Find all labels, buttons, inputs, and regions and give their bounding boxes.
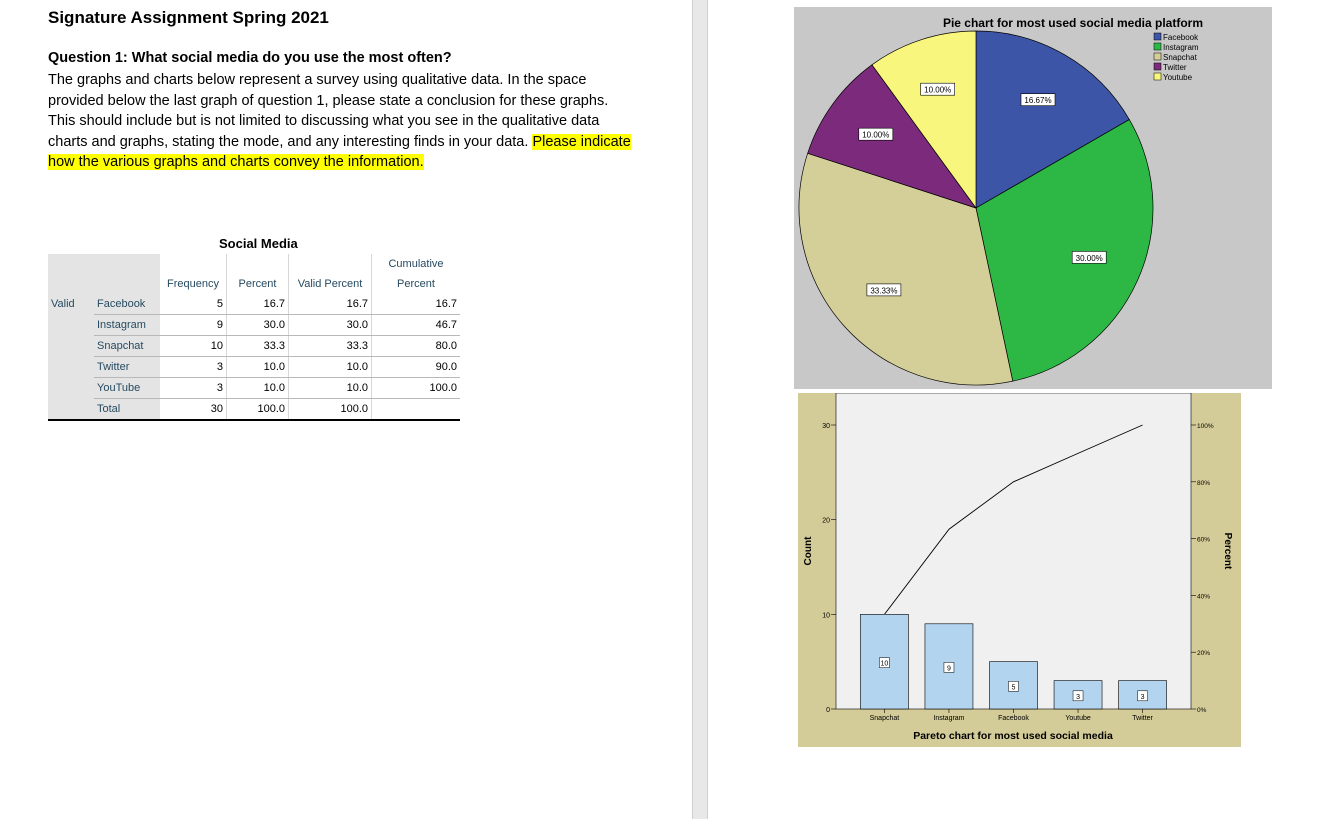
cell-valid-percent: 10.0 (289, 378, 372, 399)
row-label: Total (94, 399, 160, 421)
frequency-table-title: Social Media (219, 236, 298, 251)
legend-swatch-snapchat (1154, 53, 1161, 60)
row-label: YouTube (94, 378, 160, 399)
y2-tick-label: 40% (1197, 593, 1211, 601)
legend-swatch-youtube (1154, 73, 1161, 80)
table-row (48, 378, 460, 399)
legend-item-youtube: Youtube (1163, 73, 1193, 82)
legend-item-instagram: Instagram (1163, 43, 1199, 52)
header-percent: Percent (227, 274, 289, 294)
cell-valid-percent: 10.0 (289, 357, 372, 378)
question-body (48, 70, 638, 173)
pareto-y2-axis-label: Percent (1222, 532, 1233, 570)
row-label: Twitter (94, 357, 160, 378)
y-tick-label: 20 (822, 517, 830, 525)
cell-cumulative: 100.0 (372, 378, 461, 399)
legend-swatch-facebook (1154, 33, 1161, 40)
table-row-total (48, 399, 460, 421)
legend-swatch-twitter (1154, 63, 1161, 70)
cell-percent: 10.0 (227, 357, 289, 378)
bar-value-label: 10 (880, 660, 889, 668)
y2-tick-label: 80% (1197, 479, 1211, 487)
y-tick-label: 30 (822, 423, 830, 430)
row-label: Snapchat (94, 336, 160, 357)
y2-tick-label: 60% (1197, 536, 1211, 544)
y2-tick-label: 100% (1197, 423, 1214, 430)
pareto-y-axis-label: Count (803, 536, 814, 566)
cell-frequency: 5 (160, 294, 227, 315)
cell-percent: 33.3 (227, 336, 289, 357)
header-valid-percent: Valid Percent (289, 274, 372, 294)
y-tick-label: 10 (822, 612, 830, 620)
legend-swatch-instagram (1154, 43, 1161, 50)
legend-item-snapchat: Snapchat (1163, 53, 1197, 62)
bar-value-label: 9 (947, 665, 951, 673)
cell-frequency: 3 (160, 357, 227, 378)
header-cumulative-bottom: Percent (372, 274, 461, 294)
x-tick-label: Youtube (1065, 715, 1091, 722)
cell-cumulative: 80.0 (372, 336, 461, 357)
cell-frequency: 30 (160, 399, 227, 421)
row-label: Facebook (94, 294, 160, 315)
frequency-table (48, 254, 460, 421)
pie-chart-title: Pie chart for most used social media platform (942, 16, 1204, 30)
cell-percent: 10.0 (227, 378, 289, 399)
question-body-text: The graphs and charts below represent a survey using qualitative data. In the space provided below the last graph of question 1, please state a conclusion for these graphs. This should include but is not limited to discussing what you see in the qualitative data charts and graphs, stating the mode, and any interesting finds in your data. (48, 72, 609, 150)
legend-item-twitter: Twitter (1163, 63, 1187, 72)
legend-item-facebook: Facebook (1163, 33, 1199, 42)
x-tick-label: Twitter (1132, 715, 1153, 722)
pareto-chart-title: Pareto chart for most used social media (913, 730, 1113, 742)
cell-frequency: 9 (160, 315, 227, 336)
cell-frequency: 10 (160, 336, 227, 357)
header-cumulative-top: Cumulative (372, 254, 461, 274)
row-label: Instagram (94, 315, 160, 336)
x-tick-label: Facebook (998, 715, 1029, 722)
valid-label: Valid (48, 294, 94, 315)
cell-percent: 16.7 (227, 294, 289, 315)
table-row (48, 315, 460, 336)
pie-chart (794, 7, 1272, 389)
header-frequency: Frequency (167, 278, 219, 290)
y-tick-label: 0 (826, 707, 830, 714)
table-row (48, 336, 460, 357)
highlighted-instruction: Please indicate how the various graphs and charts convey the information. (48, 133, 631, 170)
y2-tick-label: 0% (1197, 707, 1207, 714)
page-gutter (692, 0, 708, 819)
pie-label-snapchat: 33.33% (870, 286, 898, 296)
question-heading: Question 1: What social media do you use the most often? (48, 50, 452, 66)
cell-percent: 30.0 (227, 315, 289, 336)
cell-valid-percent: 100.0 (289, 399, 372, 421)
bar-value-label: 3 (1140, 693, 1145, 701)
x-tick-label: Instagram (933, 715, 965, 722)
pie-label-facebook: 16.67% (1024, 96, 1052, 106)
pareto-chart (798, 393, 1241, 747)
x-tick-label: Snapchat (869, 715, 900, 722)
document-title: Signature Assignment Spring 2021 (48, 8, 329, 27)
y2-tick-label: 20% (1197, 650, 1211, 658)
cell-valid-percent: 33.3 (289, 336, 372, 357)
table-row (48, 294, 460, 315)
cell-frequency: 3 (160, 378, 227, 399)
pie-label-twitter: 10.00% (862, 130, 890, 140)
cell-valid-percent: 30.0 (289, 315, 372, 336)
cell-cumulative: 90.0 (372, 357, 461, 378)
cell-cumulative: 46.7 (372, 315, 461, 336)
cell-valid-percent: 16.7 (289, 294, 372, 315)
bar-value-label: 3 (1076, 693, 1080, 701)
bar-value-label: 5 (1011, 684, 1016, 692)
cell-cumulative: 16.7 (372, 294, 461, 315)
table-row (48, 357, 460, 378)
cell-percent: 100.0 (227, 399, 289, 421)
pie-label-instagram: 30.00% (1075, 253, 1103, 263)
pie-label-youtube: 10.00% (924, 85, 952, 95)
